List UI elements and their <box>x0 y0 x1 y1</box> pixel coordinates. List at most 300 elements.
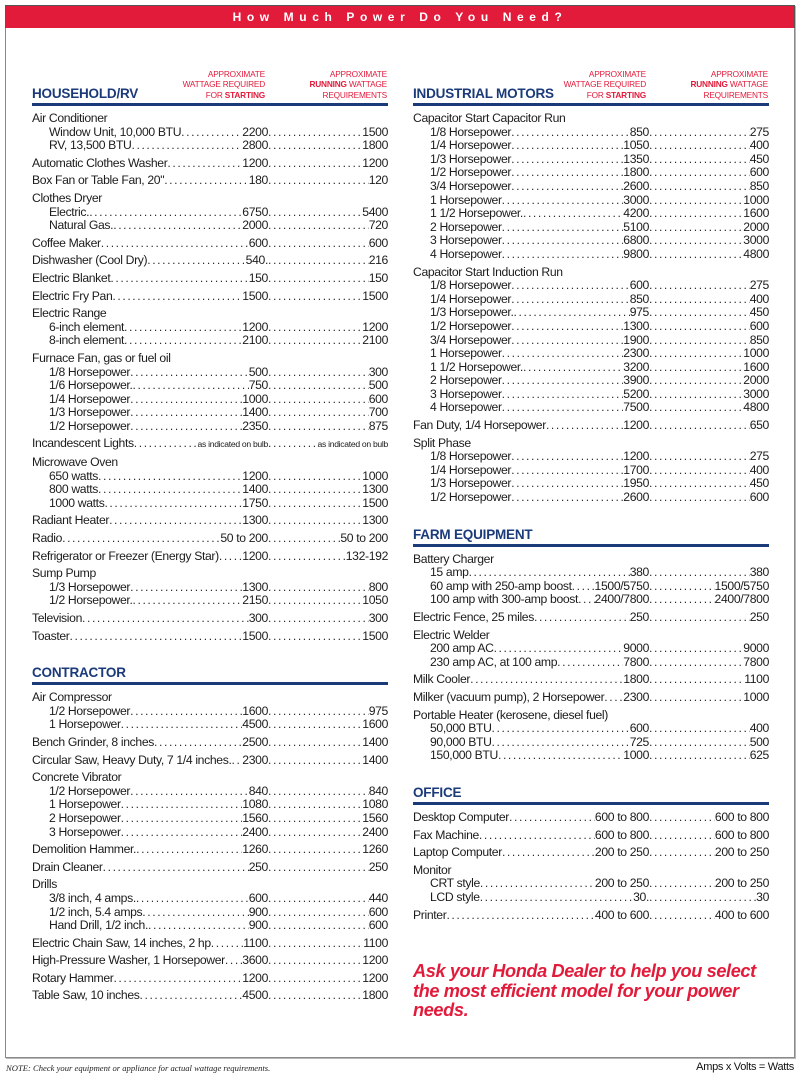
header-bold: RUNNING <box>690 79 728 89</box>
leader-dots <box>572 580 595 594</box>
leader-dots <box>649 611 750 625</box>
group-label: Capacitor Start Capacitor Run <box>413 111 566 125</box>
leader-dots <box>268 219 369 233</box>
leader-dots <box>649 347 743 361</box>
leader-dots <box>130 406 242 420</box>
item-group <box>413 709 769 763</box>
leader-dots <box>509 811 595 825</box>
table-row <box>32 612 388 626</box>
table-row <box>32 254 388 268</box>
leader-dots <box>649 593 715 607</box>
leader-dots <box>578 593 594 607</box>
leader-dots <box>268 206 362 220</box>
leader-dots <box>268 420 369 434</box>
running-watts: 875 <box>368 419 388 433</box>
running-cell <box>268 393 388 407</box>
item-name: 1/3 Horsepower <box>430 152 512 166</box>
table-row <box>32 514 388 528</box>
running-cell <box>649 722 769 736</box>
table-row <box>413 580 769 594</box>
leader-dots <box>511 139 623 153</box>
leader-dots <box>502 388 624 402</box>
running-watts: 840 <box>368 784 388 798</box>
running-watts: 450 <box>749 477 769 491</box>
group-label: Monitor <box>413 862 452 877</box>
running-cell <box>649 180 769 194</box>
running-cell <box>268 532 388 546</box>
table-row <box>32 843 388 857</box>
section-title: HOUSEHOLD/RV <box>32 85 139 102</box>
running-cell <box>649 891 769 905</box>
table-row <box>32 497 388 511</box>
item-group <box>413 553 769 607</box>
table-row <box>413 207 769 221</box>
table-row <box>413 279 769 293</box>
running-cell <box>649 166 769 180</box>
starting-watts: 400 to 600 <box>594 908 649 922</box>
leader-dots <box>523 361 623 375</box>
starting-watts: 4200 <box>623 207 649 221</box>
starting-watts: 1200 <box>242 971 268 985</box>
table-row <box>413 846 769 860</box>
item-name: 1/8 Horsepower <box>430 125 512 139</box>
leader-dots <box>268 254 369 268</box>
item-name: Demolition Hammer. <box>32 843 137 857</box>
leader-dots <box>268 861 369 875</box>
table-row <box>413 829 769 843</box>
table-row <box>413 673 769 687</box>
section-divider <box>32 682 388 685</box>
table-row <box>32 206 388 220</box>
starting-watts: 1080 <box>242 798 268 812</box>
running-watts: 120 <box>368 174 388 188</box>
item-group <box>413 673 769 687</box>
item-name: 4 Horsepower <box>430 401 502 415</box>
starting-watts: 300 <box>248 612 268 625</box>
running-watts: 1500 <box>362 496 388 510</box>
starting-watts: 1400 <box>242 406 268 420</box>
header-line: WATTAGE REQUIRED <box>563 79 646 89</box>
running-watts: 400 <box>749 463 769 477</box>
leader-dots <box>268 812 362 826</box>
leader-dots <box>649 829 715 843</box>
running-cell <box>268 206 388 220</box>
starting-watts: 4500 <box>242 718 268 732</box>
table-row <box>32 826 388 840</box>
item-name: CRT style <box>430 877 480 891</box>
group-label: Air Conditioner <box>32 111 108 125</box>
table-row <box>413 566 769 580</box>
leader-dots <box>268 366 369 380</box>
group-label: Clothes Dryer <box>32 190 102 205</box>
running-watts: 250 <box>368 860 388 874</box>
item-name: Toaster <box>32 629 70 643</box>
running-cell <box>268 754 388 768</box>
leader-dots <box>511 477 623 491</box>
starting-watts: 750 <box>248 379 268 393</box>
starting-watts: 6800 <box>623 234 649 248</box>
item-name: 4 Horsepower <box>430 247 502 261</box>
item-name: Drain Cleaner <box>32 860 103 874</box>
section-title: FARM EQUIPMENT <box>413 526 533 542</box>
running-cell <box>268 812 388 826</box>
leader-dots <box>649 153 750 167</box>
running-watts: 600 <box>368 236 388 250</box>
table-row <box>32 532 388 546</box>
leader-dots <box>109 514 242 528</box>
starting-watts: 380 <box>629 566 649 580</box>
running-cell <box>268 937 388 951</box>
leader-dots <box>649 450 750 464</box>
running-watts: 1560 <box>362 811 388 825</box>
table-row <box>32 594 388 608</box>
running-watts: 600 to 800 <box>714 810 769 824</box>
running-watts: 1000 <box>743 347 769 361</box>
item-name: Natural Gas. <box>49 219 114 233</box>
starting-watts: 1500/5750 <box>594 579 649 593</box>
leader-dots <box>268 718 362 732</box>
running-cell <box>649 248 769 262</box>
running-watts: 9000 <box>743 642 769 656</box>
running-cell <box>268 612 388 626</box>
item-name: 6-inch element <box>49 320 125 334</box>
leader-dots <box>649 388 743 402</box>
running-watts: 216 <box>368 254 388 268</box>
leader-dots <box>110 272 248 286</box>
page-title-banner: How Much Power Do You Need? <box>5 5 795 28</box>
table-row <box>413 320 769 334</box>
starting-watts: 5200 <box>623 387 649 401</box>
item-name: 100 amp with 300-amp boost <box>430 593 579 607</box>
running-cell <box>268 550 388 564</box>
item-group <box>32 437 388 452</box>
leader-dots <box>511 126 630 140</box>
leader-dots <box>113 972 242 986</box>
leader-dots <box>181 126 242 140</box>
header-text: WATTAGE <box>346 79 387 89</box>
running-watts: 2100 <box>362 334 388 348</box>
starting-watts: 2350 <box>242 419 268 433</box>
running-watts: 400 <box>749 292 769 306</box>
running-watts: 1260 <box>362 843 388 857</box>
item-name: Fan Duty, 1/4 Horsepower <box>413 419 546 433</box>
table-row <box>32 437 388 452</box>
leader-dots <box>649 566 750 580</box>
running-cell <box>649 347 769 361</box>
leader-dots <box>534 611 630 625</box>
starting-watts: 1750 <box>242 496 268 510</box>
table-row <box>413 593 769 607</box>
running-cell <box>268 705 388 719</box>
running-cell <box>268 785 388 799</box>
running-watts: 1500/5750 <box>714 579 769 593</box>
starting-watts: 2150 <box>242 594 268 608</box>
running-cell <box>649 877 769 891</box>
table-row <box>32 989 388 1003</box>
running-watts: 1800 <box>362 989 388 1003</box>
group-label: Portable Heater (kerosene, diesel fuel) <box>413 707 609 722</box>
starting-watts: 2600 <box>623 179 649 193</box>
running-cell <box>268 254 388 268</box>
item-group <box>413 811 769 825</box>
running-cell <box>268 514 388 528</box>
item-name: 8-inch element <box>49 334 125 348</box>
running-cell <box>649 139 769 153</box>
running-watts: 1800 <box>362 139 388 153</box>
header-line: APPROXIMATE <box>588 68 646 79</box>
running-watts: 625 <box>749 749 769 763</box>
item-group <box>32 290 388 304</box>
leader-dots <box>268 514 362 528</box>
item-group <box>32 771 388 839</box>
starting-watts: 850 <box>629 125 649 139</box>
leader-dots <box>148 919 249 933</box>
item-name: 1/3 Horsepower <box>430 477 512 491</box>
table-row <box>413 293 769 307</box>
leader-dots <box>268 892 369 906</box>
running-watts: 2400 <box>362 825 388 839</box>
starting-watts: 725 <box>629 735 649 749</box>
starting-watts: 3200 <box>623 360 649 374</box>
leader-dots <box>268 785 369 799</box>
item-name: Printer <box>413 908 447 922</box>
table-row <box>413 491 769 505</box>
table-row <box>413 464 769 478</box>
section-contractor <box>32 655 388 1003</box>
running-cell <box>649 829 769 843</box>
leader-dots <box>511 450 623 464</box>
running-cell <box>268 437 388 452</box>
running-cell <box>268 736 388 750</box>
starting-watts: 840 <box>248 784 268 798</box>
running-cell <box>268 406 388 420</box>
starting-watts: 50 to 200 <box>220 532 268 546</box>
starting-watts: 150 <box>248 271 268 285</box>
starting-watts: 180 <box>248 174 268 188</box>
section-household <box>32 60 388 643</box>
leader-dots <box>132 139 243 153</box>
table-row <box>413 221 769 235</box>
starting-watts: 600 <box>248 891 268 905</box>
leader-dots <box>492 722 630 736</box>
header-line: REQUIREMENTS <box>322 89 387 100</box>
running-cell <box>649 566 769 580</box>
item-name: 1/4 Horsepower <box>430 292 512 306</box>
item-name: 1/4 Horsepower <box>430 463 512 477</box>
table-row <box>32 393 388 407</box>
leader-dots <box>130 366 249 380</box>
leader-dots <box>649 279 750 293</box>
running-cell <box>649 361 769 375</box>
running-cell <box>268 321 388 335</box>
header-line <box>183 90 265 101</box>
table-row <box>413 126 769 140</box>
leader-dots <box>649 642 743 656</box>
item-name: Milk Cooler <box>413 673 471 687</box>
section-farm-equipment <box>413 517 769 763</box>
section-divider <box>413 544 769 547</box>
running-watts: 500 <box>368 379 388 393</box>
running-watts: 400 <box>749 139 769 153</box>
table-row <box>413 642 769 656</box>
leader-dots <box>649 139 750 153</box>
starting-watts: 1900 <box>623 333 649 347</box>
leader-dots <box>480 891 633 905</box>
leader-dots <box>134 437 198 451</box>
item-name: Refrigerator or Freezer (Energy Star) <box>32 549 219 563</box>
table-row <box>32 157 388 171</box>
table-row <box>32 630 388 644</box>
leader-dots <box>649 891 756 905</box>
group-label: Capacitor Start Induction Run <box>413 264 563 279</box>
starting-watts: 200 to 250 <box>594 846 649 860</box>
item-name: 1/2 Horsepower <box>49 784 131 798</box>
item-name: 1/3 Horsepower. <box>430 306 514 320</box>
leader-dots <box>649 334 750 348</box>
item-group <box>32 736 388 750</box>
leader-dots <box>142 906 248 920</box>
group-label: Concrete Vibrator <box>32 770 122 785</box>
item-name: 60 amp with 250-amp boost <box>430 579 572 593</box>
header-line: WATTAGE REQUIRED <box>182 79 265 89</box>
header-line <box>309 79 387 90</box>
leader-dots <box>502 401 624 415</box>
leader-dots <box>268 157 362 171</box>
group-label: Electric Welder <box>413 627 490 642</box>
table-row <box>32 219 388 233</box>
item-name: 150,000 BTU <box>430 749 498 763</box>
running-cell <box>268 954 388 968</box>
item-name: 1/4 Horsepower <box>430 139 512 153</box>
item-name: Hand Drill, 1/2 inch. <box>49 919 148 933</box>
leader-dots <box>121 826 243 840</box>
table-row <box>413 153 769 167</box>
starting-wattage-header <box>183 69 265 101</box>
running-watts: 1000 <box>362 469 388 483</box>
item-group <box>32 989 388 1003</box>
running-cell <box>268 798 388 812</box>
section-header <box>32 60 388 102</box>
starting-watts: 1200 <box>242 320 268 334</box>
item-name: 2 Horsepower <box>49 811 121 825</box>
starting-watts: 1800 <box>623 673 649 687</box>
leader-dots <box>130 785 249 799</box>
leader-dots <box>514 306 630 320</box>
starting-watts: 250 <box>629 611 649 624</box>
starting-watts: 1950 <box>623 477 649 491</box>
leader-dots <box>268 174 369 188</box>
item-group <box>32 307 388 348</box>
leader-dots <box>112 290 242 304</box>
starting-watts: 30. <box>633 890 649 904</box>
section-header <box>413 517 769 543</box>
starting-watts: 5100 <box>623 220 649 234</box>
item-name: 2 Horsepower <box>430 374 502 388</box>
table-row <box>413 334 769 348</box>
leader-dots <box>649 180 750 194</box>
leader-dots <box>89 206 242 220</box>
header-bold: STARTING <box>224 89 265 100</box>
starting-watts: 1000 <box>242 392 268 406</box>
running-cell <box>649 909 769 923</box>
header-bold: STARTING <box>605 89 646 100</box>
table-row <box>413 691 769 705</box>
leader-dots <box>62 532 220 546</box>
leader-dots <box>268 954 362 968</box>
item-group <box>413 909 769 923</box>
item-name: 3 Horsepower <box>430 234 502 248</box>
running-watts: 30 <box>756 890 769 904</box>
running-watts: 50 to 200 <box>340 532 388 546</box>
item-name: LCD style <box>430 890 480 904</box>
starting-watts: 1200 <box>623 419 649 433</box>
table-row <box>413 139 769 153</box>
running-watts: 132-192 <box>345 549 388 563</box>
leader-dots <box>121 812 243 826</box>
running-cell <box>649 334 769 348</box>
leader-dots <box>268 705 369 719</box>
running-watts: 600 <box>749 319 769 333</box>
item-name: Automatic Clothes Washer <box>32 156 168 170</box>
group-label: Air Compressor <box>32 690 112 705</box>
table-row <box>32 334 388 348</box>
item-name: 1/2 Horsepower <box>430 491 512 505</box>
running-watts: 1600 <box>743 207 769 221</box>
running-cell <box>268 718 388 732</box>
starting-watts: 2300 <box>623 690 649 704</box>
table-row <box>32 550 388 564</box>
leader-dots <box>649 877 715 891</box>
leader-dots <box>124 334 242 348</box>
item-group <box>32 254 388 268</box>
leader-dots <box>649 401 743 415</box>
leader-dots <box>649 306 750 320</box>
running-cell <box>649 811 769 825</box>
running-cell <box>268 861 388 875</box>
starting-watts: 3600 <box>242 954 268 968</box>
item-name: 1/2 Horsepower <box>430 166 512 180</box>
table-row <box>32 798 388 812</box>
running-watts: 2000 <box>743 374 769 388</box>
item-group <box>32 157 388 171</box>
section-header <box>413 775 769 801</box>
running-cell <box>649 642 769 656</box>
running-cell <box>649 419 769 433</box>
table-row <box>32 954 388 968</box>
table-row <box>413 811 769 825</box>
leader-dots <box>268 612 369 626</box>
leader-dots <box>147 254 245 268</box>
running-watts: 1050 <box>362 594 388 608</box>
leader-dots <box>649 194 743 208</box>
item-name: 1/4 Horsepower <box>49 392 131 406</box>
item-name: Electric Fry Pan <box>32 289 113 303</box>
item-name: 3 Horsepower <box>430 387 502 401</box>
starting-watts: 600 to 800 <box>594 810 649 824</box>
item-name: Electric Fence, 25 miles <box>413 611 534 624</box>
item-name: 1/2 Horsepower. <box>49 594 133 608</box>
section-divider <box>413 802 769 805</box>
leader-dots <box>502 194 624 208</box>
running-watts: 1000 <box>743 690 769 704</box>
leader-dots <box>268 550 346 564</box>
leader-dots <box>469 566 630 580</box>
leader-dots <box>649 248 743 262</box>
item-group <box>32 612 388 626</box>
running-watts: 600 to 800 <box>714 828 769 842</box>
running-watts: 5400 <box>362 205 388 219</box>
running-cell <box>268 290 388 304</box>
